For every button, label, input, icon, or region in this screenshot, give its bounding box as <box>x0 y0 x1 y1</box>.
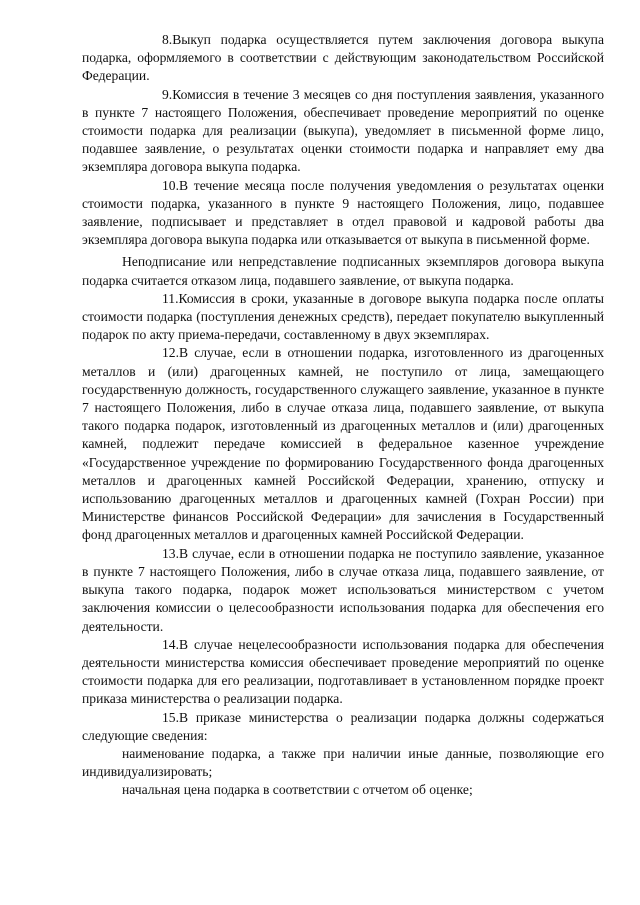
paragraph-text: В течение месяца после получения уведомления о результатах оценки стоимости подарка, указанного в пункте 9 настоящего Положения, лицо, подавшее заявление, подписывает и представляет в отдел правовой и кадровой работы два экземпляра договора выкупа подарка или отказывается от выкупа в письменной форме. <box>82 177 604 248</box>
paragraph-number: 15. <box>162 709 179 725</box>
paragraph-14 <box>82 636 604 709</box>
paragraph-text: Комиссия в сроки, указанные в договоре выкупа подарка после оплаты стоимости подарка (поступления денежных средств), передает покупателю выкупленный подарок по акту приема-передачи, составленному в двух экземплярах. <box>82 290 604 343</box>
paragraph-text: В случае, если в отношении подарка, изготовленного из драгоценных металлов и (или) драгоценных камней, не поступило от лица, замещающего государственную должность, государственного служащего заявление, указанное в пункте 7 настоящего Положения, либо в случае отказа лица, подавшего заявление, от выкупа такого подарка подарок, изготовленный из драгоценных металлов и (или) драгоценных камней, подлежит передаче комиссией в федеральное казенное учреждение «Государственное учреждение по формированию Государственного фонда драгоценных металлов и драгоценных камней Российской Федерации, хранению, отпуску и использованию драгоценных металлов и драгоценных камней (Гохран России) при Министерстве финансов Российской Федерации» для зачисления в Государственный фонд драгоценных металлов и драгоценных камней Российской Федерации. <box>82 345 604 543</box>
paragraph-10 <box>82 177 604 250</box>
paragraph-11 <box>82 290 604 345</box>
paragraph-12 <box>82 344 604 544</box>
paragraph-9 <box>82 86 604 177</box>
paragraph-text: В случае, если в отношении подарка не поступило заявление, указанное в пункте 7 настоящего Положения, либо в случае отказа лица, подавшего заявление, от выкупа такого подарка, подарок может использоваться министерством с учетом заключения комиссии о целесообразности использования подарка для обеспечения его деятельности. <box>82 545 604 634</box>
paragraph-text: Неподписание или непредставление подписанных экземпляров договора выкупа подарка считается отказом лица, подавшего заявление, от выкупа подарка. <box>82 254 604 288</box>
paragraph-text: В приказе министерства о реализации подарка должны содержаться следующие сведения: <box>82 709 604 743</box>
list-item-initial-price <box>82 781 604 799</box>
paragraph-8 <box>82 31 604 86</box>
paragraph-text: Выкуп подарка осуществляется путем заключения договора выкупа подарка, оформляемого в соответствии с действующим законодательством Российской Федерации. <box>82 32 604 84</box>
paragraph-number: 13. <box>162 545 179 561</box>
paragraph-number: 14. <box>162 636 179 652</box>
paragraph-number: 11. <box>162 290 179 306</box>
paragraph-number: 8. <box>162 32 173 47</box>
document-body <box>82 31 604 800</box>
paragraph-text: Комиссия в течение 3 месяцев со дня поступления заявления, указанного в пункте 7 настоящего Положения, обеспечивает проведение мероприятий по оценке стоимости подарка для реализации (выкупа), уведомляет в письменной форме лицо, подавшее заявление, о результатах оценки стоимости подарка и направляет ему два экземпляра договора выкупа подарка. <box>82 86 604 175</box>
list-item-name <box>82 745 604 781</box>
paragraph-number: 12. <box>162 345 179 361</box>
paragraph-number: 9. <box>162 86 173 102</box>
paragraph-13 <box>82 545 604 636</box>
paragraph-text: начальная цена подарка в соответствии с отчетом об оценке; <box>122 782 473 798</box>
paragraph-text: наименование подарка, а также при наличии иные данные, позволяющие его индивидуализировать; <box>82 745 604 780</box>
paragraph-number: 10. <box>162 177 179 193</box>
paragraph-text: В случае нецелесообразности использования подарка для обеспечения деятельности министерства комиссия обеспечивает проведение мероприятий по оценке стоимости подарка для его реализации, подготавливает в установленном порядке проект приказа министерства о реализации подарка. <box>82 636 604 707</box>
paragraph-15 <box>82 709 604 745</box>
paragraph-10-continuation <box>82 253 604 289</box>
